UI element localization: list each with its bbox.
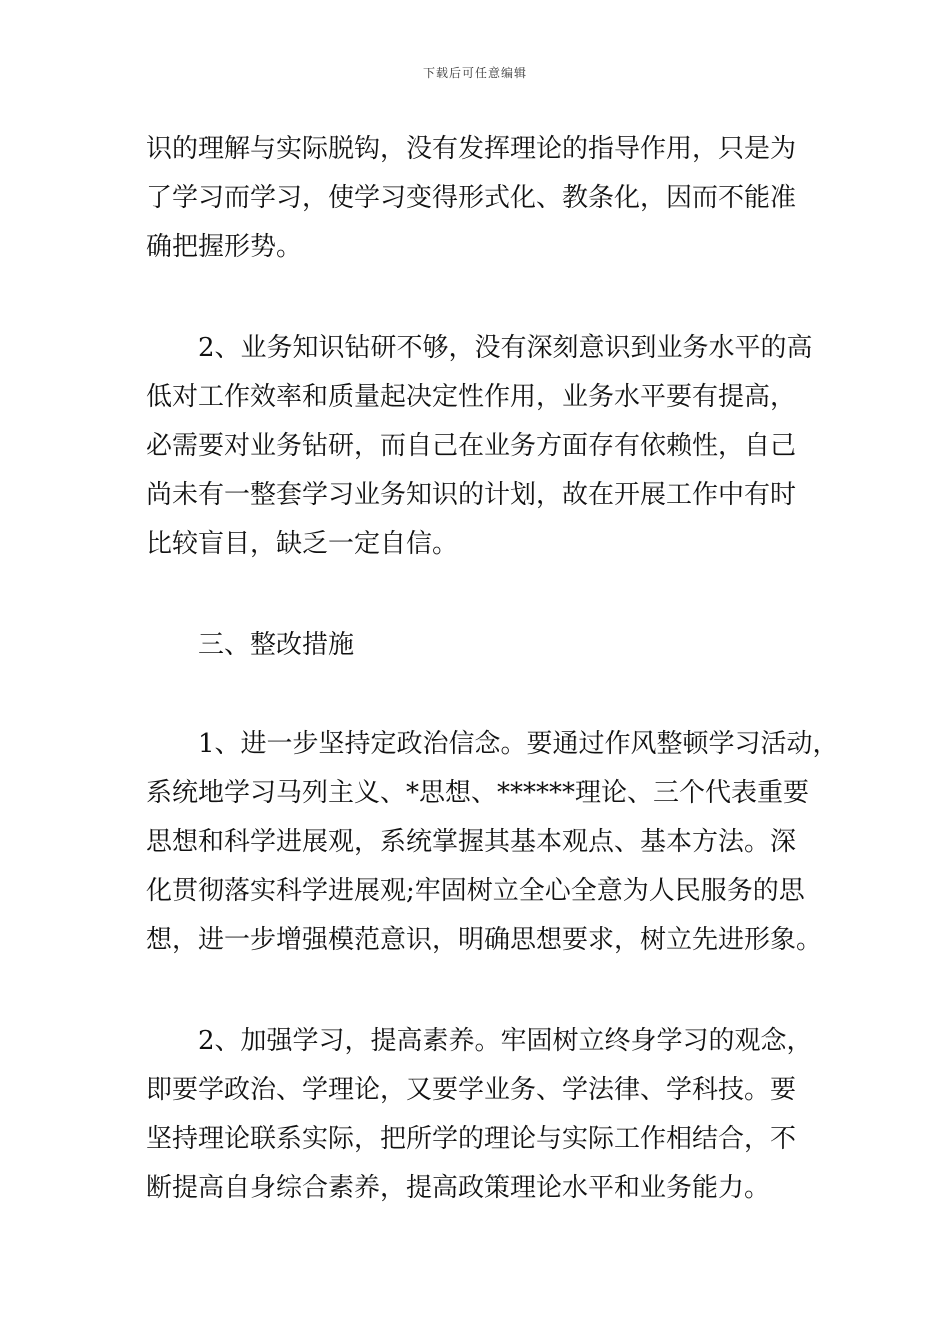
paragraph-line: 低对工作效率和质量起决定性作用，业务水平要有提高， [146,382,797,412]
paragraph-line: 断提高自身综合素养，提高政策理论水平和业务能力。 [146,1173,771,1203]
paragraph-1 [146,125,814,272]
paragraph-4 [146,1017,814,1213]
paragraph-line: 系统地学习马列主义、*思想、******理论、三个代表重要 [146,778,810,808]
page-header: 下载后可任意编辑 [422,66,527,80]
paragraph-line: 2、加强学习，提高素养。牢固树立终身学习的观念， [146,1026,813,1056]
paragraph-line: 2、业务知识钻研不够，没有深刻意识到业务水平的高 [146,333,813,363]
section-heading [146,621,814,670]
section-heading-text: 三、整改措施 [146,630,355,660]
paragraph-line: 尚未有一整套学习业务知识的计划，故在开展工作中有时 [146,480,797,510]
paragraph-line: 了学习而学习，使学习变得形式化、教条化，因而不能准 [146,183,797,213]
paragraph-line: 比较盲目，缺乏一定自信。 [146,529,459,559]
paragraph-line: 必需要对业务钻研，而自己在业务方面存有依赖性，自己 [146,431,797,461]
paragraph-line: 识的理解与实际脱钩，没有发挥理论的指导作用，只是为 [146,134,797,164]
paragraph-line: 想，进一步增强模范意识，明确思想要求，树立先进形象。 [146,925,823,955]
paragraph-2 [146,324,814,569]
paragraph-line: 确把握形势。 [146,232,303,262]
paragraph-line: 思想和科学进展观，系统掌握其基本观点、基本方法。深 [146,827,797,857]
paragraph-line: 化贯彻落实科学进展观;牢固树立全心全意为人民服务的思 [146,876,805,906]
paragraph-line: 坚持理论联系实际，把所学的理论与实际工作相结合，不 [146,1124,797,1154]
paragraph-line: 1、进一步坚持定政治信念。要通过作风整顿学习活动， [146,729,839,759]
paragraph-3 [146,720,839,965]
paragraph-line: 即要学政治、学理论，又要学业务、学法律、学科技。要 [146,1075,797,1105]
